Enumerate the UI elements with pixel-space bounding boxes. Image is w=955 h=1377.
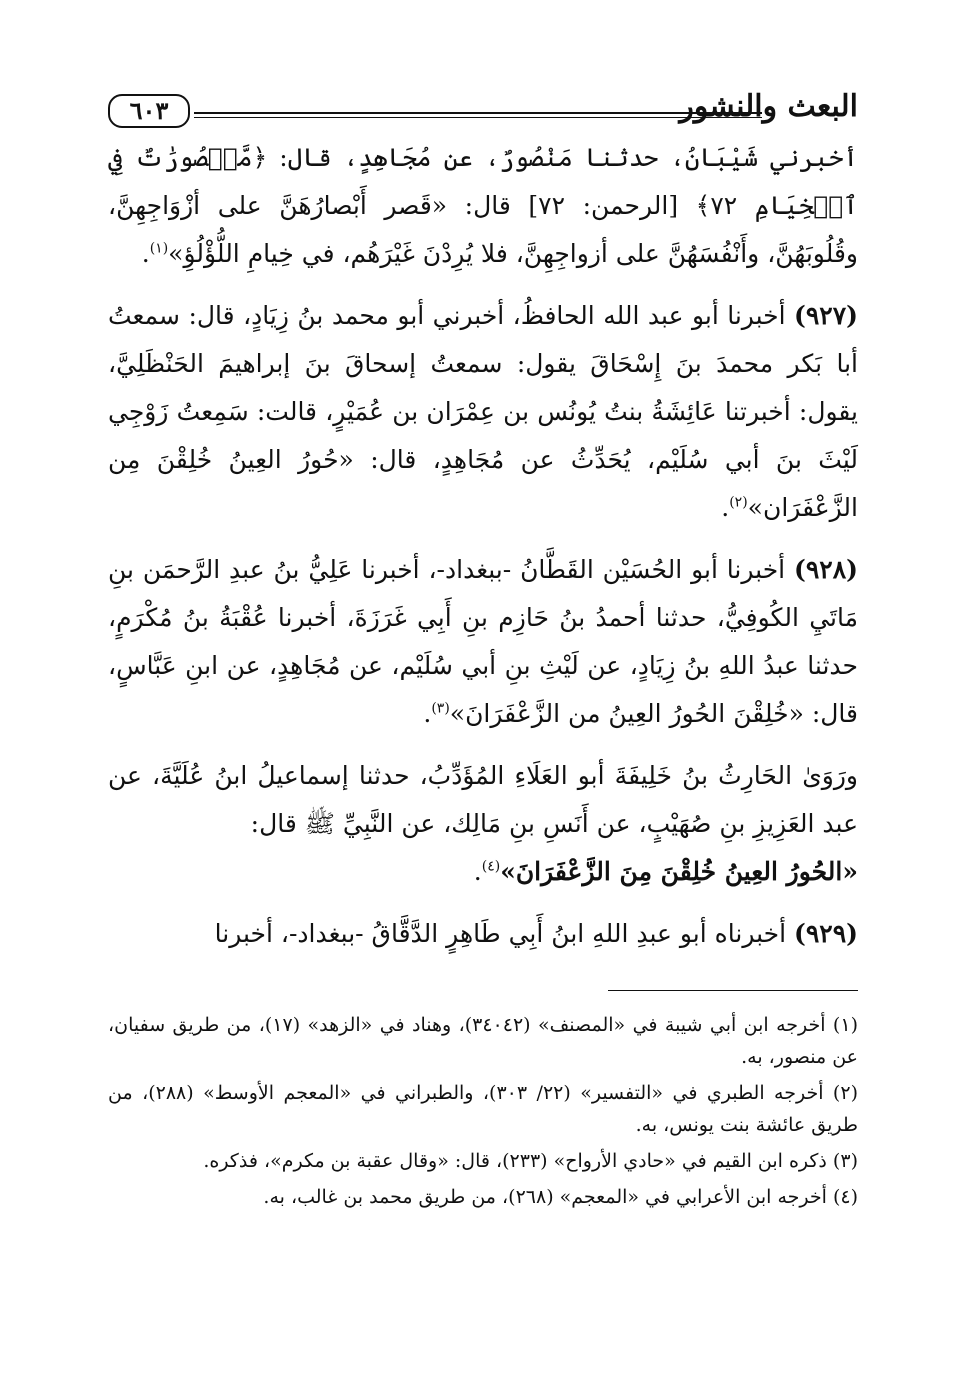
- paragraph-text: أخبرناه أبو عبدِ اللهِ ابنُ أَبِي طَاهِرٍ الدَّقَّاقُ -ببغداد-، أخبرنا: [214, 919, 787, 948]
- paragraph-end: .: [141, 239, 150, 268]
- footnote-separator-wrap: [108, 976, 858, 991]
- hadith-number: (٩٢٨): [794, 555, 858, 584]
- book-page: [108, 86, 858, 1346]
- paragraph-end: .: [721, 493, 730, 522]
- page-number: ٦٠٣: [108, 94, 190, 128]
- footnote-1: (١) أخرجه ابن أبي شيبة في «المصنف» (٣٤٠٤٢)، وهناد في «الزهد» (١٧)، من طريق سفيان، عن منصور، به.: [108, 1014, 858, 1068]
- footnote-ref: (٤): [481, 858, 501, 875]
- body-text: [108, 134, 858, 958]
- paragraph-end: .: [473, 857, 482, 886]
- narration-paragraph: [108, 752, 858, 896]
- hadith-text-bold: «الحُورُ العِينُ خُلِقْنَ مِنَ الزَّعْفَرَانَ»: [500, 857, 858, 886]
- footnote-4: (٤) أخرجه ابن الأعرابي في «المعجم» (٢٦٨)، من طريق محمد بن غالب، به.: [263, 1186, 858, 1208]
- hadith-number: (٩٢٧): [794, 301, 858, 330]
- header-rule-thin: [194, 117, 762, 118]
- header-rule: [194, 112, 762, 114]
- footnotes: [108, 1009, 858, 1213]
- footnote-ref: (١): [149, 240, 169, 257]
- footnote-ref: (٢): [729, 494, 748, 511]
- paragraph-continuation: [108, 134, 858, 278]
- paragraph-text: أخبرنا أبو عبد الله الحافظُ، أخبرني أبو محمد بنُ زِيَادٍ، قال: سمعتُ أبا بَكر محمدَ بنَ إِسْحَاقَ يقول: سمعتُ إسحاقَ بنَ إبراهيمَ الحَنْظَلِيَّ، يقول: أخبرتنا عَائِشَةُ بنتُ يُونُس بن عِمْرَان بن عُمَيْرٍ، قالت: سَمِعتُ زَوْجِي لَيْثَ بنَ أبي سُلَيْم، يُحَدِّثُ عن مُجَاهِدٍ، قال: «حُورُ العِينُ خُلِقْنَ مِن الزَّعْفَرَان»: [108, 301, 858, 522]
- footnote-separator: [608, 990, 858, 991]
- paragraph-text: ورَوَىٰ الحَارِثُ بنُ خَلِيفَةَ أبو العَلَاءِ المُؤَدِّبُ، حدثنا إسماعيلُ ابنُ عُلَيَّةَ، عن عبد العَزِيزِ بنِ صُهَيْبٍ، عن أَنَسِ بنِ مَالِك، عن النَّبِيِّ ﷺ قال:: [108, 761, 858, 838]
- paragraph-text: أخبرنا أبو الحُسَيْن القَطَّانُ -ببغداد-، أخبرنا عَلِيُّ بنُ عبدِ الرَّحمَن بنِ مَاتَيِ الكُوفِيُّ، حدثنا أحمدُ بنُ حَازِم بنِ أَبِي غَرَزَةَ، أخبرنا عُقْبَةُ بنُ مُكْرَمٍ، حدثنا عبدُ اللهِ بنُ زِيَادٍ، عن لَيْثِ بنِ أبي سُلَيْم، عن مُجَاهِدٍ، عن ابنِ عَبَّاسٍ، قال: «خُلِقْنَ الحُورُ العِينُ من الزَّعْفَرَانَ»: [108, 555, 858, 728]
- hadith-928: [108, 546, 858, 738]
- hadith-927: [108, 292, 858, 532]
- running-header: [108, 86, 858, 132]
- footnote-ref: (٣): [431, 700, 450, 717]
- footnote-3: (٣) ذكره ابن القيم في «حادي الأرواح» (٢٣٣)، قال: «وقال عقبة بن مكرم»، فذكره.: [203, 1150, 858, 1172]
- running-title: البعث والنشور: [679, 89, 858, 124]
- hadith-number: (٩٢٩): [794, 919, 858, 948]
- hadith-929: [108, 910, 858, 958]
- paragraph-end: .: [423, 699, 432, 728]
- footnote-2: (٢) أخرجه الطبري في «التفسير» (٢٢/ ٣٠٣)، والطبراني في «المعجم الأوسط» (٢٨٨)، من طريق عائشة بنت يونس، به.: [108, 1082, 858, 1136]
- paragraph-text: أخبرني شَيْبَانُ، حدثنا مَنْصُورٌ، عن مُجَاهِدٍ، قال: ﴿مَّقۡصُورَٰتٌ فِي ٱلۡخِيَامِ ٧٢﴾ [الرحمن: ٧٢] قال: «قَصر أَبْصارُهَنَّ على أزْوَاجِهِنَّ، وقُلُوبَهُنَّ، وأَنْفُسَهُنَّ على أزواجِهِنَّ، فلا يُرِدْنَ غَيْرَهُم، في خِيامِ اللُّؤْلُؤِ»: [108, 143, 858, 268]
